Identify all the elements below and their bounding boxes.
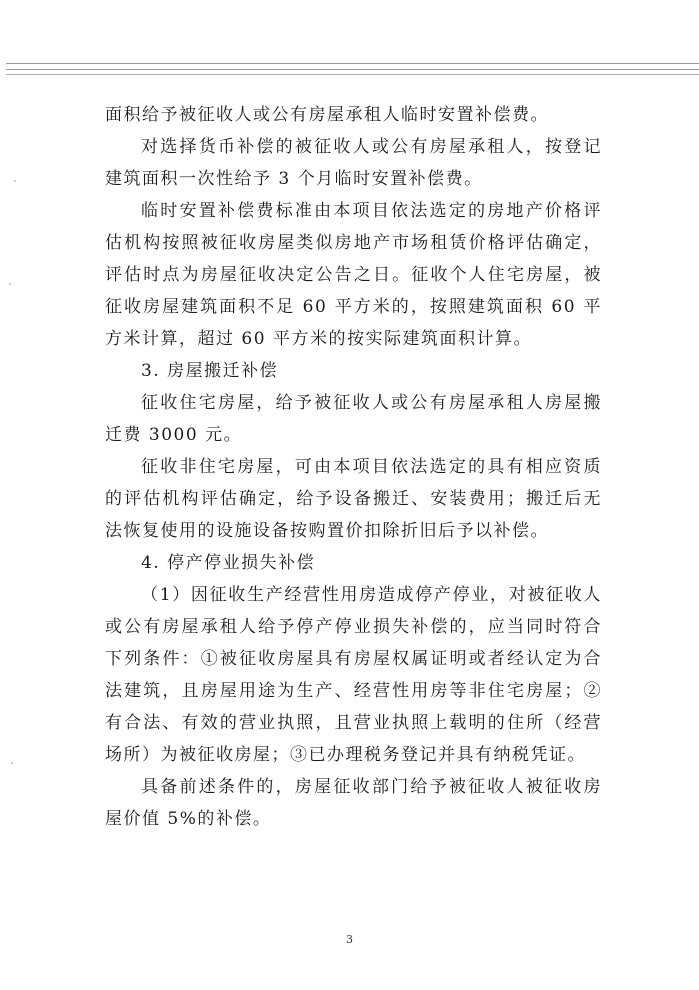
paragraph-nonresidential-relocation: 征收非住宅房屋，可由本项目依法选定的具有相应资质的评估机构评估确定，给予设备搬迁、安装费用；搬迁后无法恢复使用的设施设备按购置价扣除折旧后予以补偿。 — [105, 457, 602, 541]
paragraph-compensation-rate: 具备前述条件的，房屋征收部门给予被征收人被征收房屋价值 5%的补偿。 — [105, 777, 602, 829]
paragraph-continuation: 面积给予被征收人或公有房屋承租人临时安置补偿费。 — [105, 105, 549, 125]
page-number: 3 — [346, 933, 353, 946]
header-rule-top — [6, 63, 699, 64]
header-rule-middle — [6, 69, 699, 70]
scan-speck — [11, 762, 13, 764]
paragraph-monetary-compensation: 对选择货币补偿的被征收人或公有房屋承租人，按登记建筑面积一次性给予 3 个月临时安置补偿费。 — [105, 137, 602, 189]
paragraph-business-loss-conditions: （1）因征收生产经营性用房造成停产停业，对被征收人或公有房屋承租人给予停产停业损失补偿的，应当同时符合下列条件：①被征收房屋具有房屋权属证明或者经认定为合法建筑，且房屋用途为生产、经营性用房等非住宅房屋；②有合法、有效的营业执照，且营业执照上载明的住所（经营场所）为被征收房屋；③已办理税务登记并具有纳税凭证。 — [105, 585, 602, 765]
scan-speck — [9, 283, 11, 285]
document-body — [105, 99, 602, 835]
section-heading-relocation: 3. 房屋搬迁补偿 — [141, 361, 279, 381]
paragraph-compensation-standard: 临时安置补偿费标准由本项目依法选定的房地产价格评估机构按照被征收房屋类似房地产市场租赁价格评估确定，评估时点为房屋征收决定公告之日。征收个人住宅房屋，被征收房屋建筑面积不足 60 平方米的，按照建筑面积 60 平方米计算，超过 60 平方米的按实际建筑面积计算。 — [105, 201, 602, 349]
paragraph-residential-relocation: 征收住宅房屋，给予被征收人或公有房屋承租人房屋搬迁费 3000 元。 — [105, 393, 602, 445]
header-rule-bottom — [6, 74, 699, 75]
section-heading-business-loss: 4. 停产停业损失补偿 — [141, 553, 316, 573]
scan-speck — [14, 180, 16, 182]
